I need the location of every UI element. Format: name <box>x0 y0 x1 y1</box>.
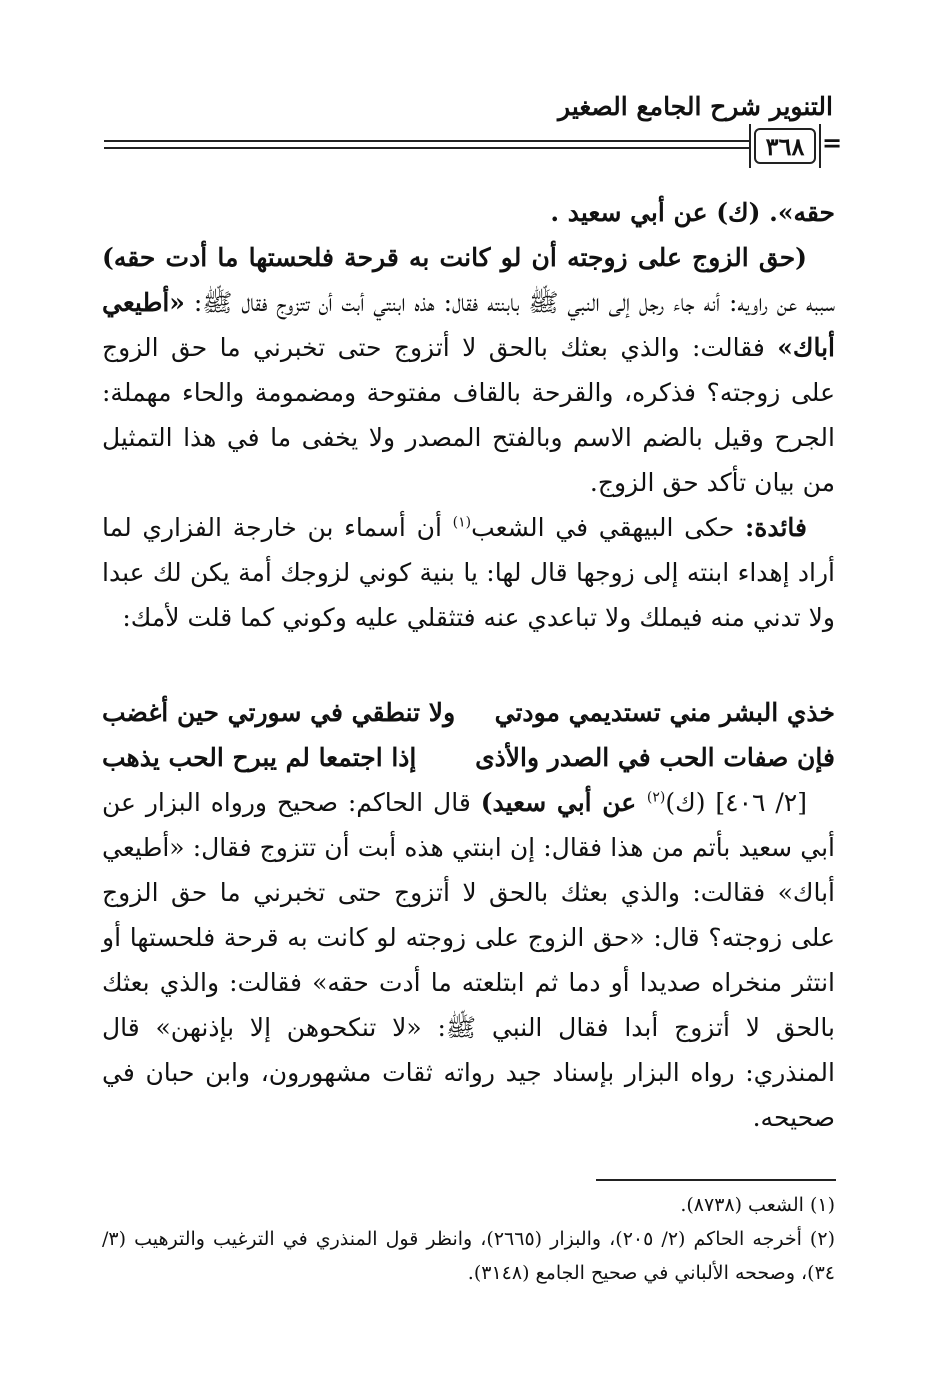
footnote-2: (٢) أخرجه الحاكم (٢/ ٢٠٥)، والبزار (٢٦٦٥)، وانظر قول المنذري في الترغيب والترهيب (٣/ ٣٤)، وصححه الألباني في صحيح الجامع (٣١٤٨). <box>102 1228 835 1284</box>
poem-verse-1 <box>102 690 835 735</box>
footnote-separator <box>596 1179 836 1181</box>
main-text-top <box>102 190 835 640</box>
verse-2-first-hemistich: فإن صفات الحب في الصدر والأذى <box>475 743 835 772</box>
main-text-bottom <box>102 780 835 1140</box>
verse-1-first-hemistich: خذي البشر مني تستديمي مودتي <box>494 698 835 727</box>
quote-obey-father: «أطيعي أباك» <box>102 288 835 362</box>
paragraph-2-text-2: أن أسماء بن خارجة الفزاري لما أراد إهداء ابنته إلى زوجها قال لها: يا بنية كوني لزوجك أمة يكن لك عبدا ولا تدني منه فيملك ولا تباعدي عنه فتثقلي عليه وكوني كما قلت لأمك: <box>102 513 835 632</box>
benefit-label: فائدة: <box>745 513 807 542</box>
poem-verse-2 <box>102 735 835 780</box>
footnote-1: (١) الشعب (٨٧٣٨). <box>680 1194 835 1216</box>
header-rule-top <box>104 140 749 142</box>
paragraph-3 <box>102 780 835 1140</box>
paragraph-2 <box>102 505 835 640</box>
header-marker: = <box>822 128 843 157</box>
paragraph-1 <box>102 235 835 505</box>
hadith-reference: [٢/ ٤٠٦] (ك) <box>665 788 807 817</box>
narrator: عن أبي سعيد) <box>480 788 647 817</box>
footnote-ref-1: (١) <box>452 514 472 531</box>
paragraph-2-text: حكى البيهقي في الشعب <box>471 513 745 542</box>
paragraph-3-text: قال الحاكم: صحيح ورواه البزار عن أبي سعيد بأتم من هذا فقال: إن ابنتي هذه أبت أن تتزوج فقال: «أطيعي أباك» فقالت: والذي بعثك بالحق لا أتزوج حتى تخبرني ما حق الزوج على زوجته؟ قال: «حق الزوج على زوجته لو كانت به قرحة فلحستها أو انتثر منخراه صديدا أو دما ثم ابتلعته ما أدت حقه» فقالت: والذي بعثك بالحق لا أتزوج أبدا فقال النبي ﷺ: «لا تنكحوهن إلا بإذنهن» قال المنذري: رواه البزار بإسناد جيد رواته ثقات مشهورون، وابن حبان في صحيحه. <box>102 788 835 1132</box>
paragraph-0: حقه». (ك) عن أبي سعيد . <box>550 198 835 227</box>
paragraph-1-text-2: فقالت: والذي بعثك بالحق لا أتزوج حتى تخبرني ما حق الزوج على زوجته؟ فذكره، والقرحة بالقاف مفتوحة ومضمومة والحاء مهملة: الجرح وقيل بالضم الاسم وبالفتح المصدر ولا يخفى ما في هذا التمثيل من بيان تأكد حق الزوج. <box>102 333 835 497</box>
verse-2-second-hemistich: إذا اجتمعا لم يبرح الحب يذهب <box>102 743 417 772</box>
page-number: ٣٦٨ <box>754 128 816 164</box>
footnotes <box>102 1188 835 1290</box>
hadith-text: (حق الزوج على زوجته أن لو كانت به قرحة فلحستها ما أدت حقه) <box>102 243 807 272</box>
verse-1-second-hemistich: ولا تنطقي في سورتي حين أغضب <box>102 698 456 727</box>
running-header-title: التنوير شرح الجامع الصغير <box>558 92 833 121</box>
poem-block <box>102 690 835 780</box>
footnote-ref-2: (٢) <box>646 789 666 806</box>
header-rule-bottom <box>104 147 749 149</box>
paragraph-1-text: سببه عن راويه: أنه جاء رجل إلى النبي ﷺ بابنته فقال: هذه ابنتي أبت أن تتزوج فقال ﷺ: <box>184 288 835 317</box>
